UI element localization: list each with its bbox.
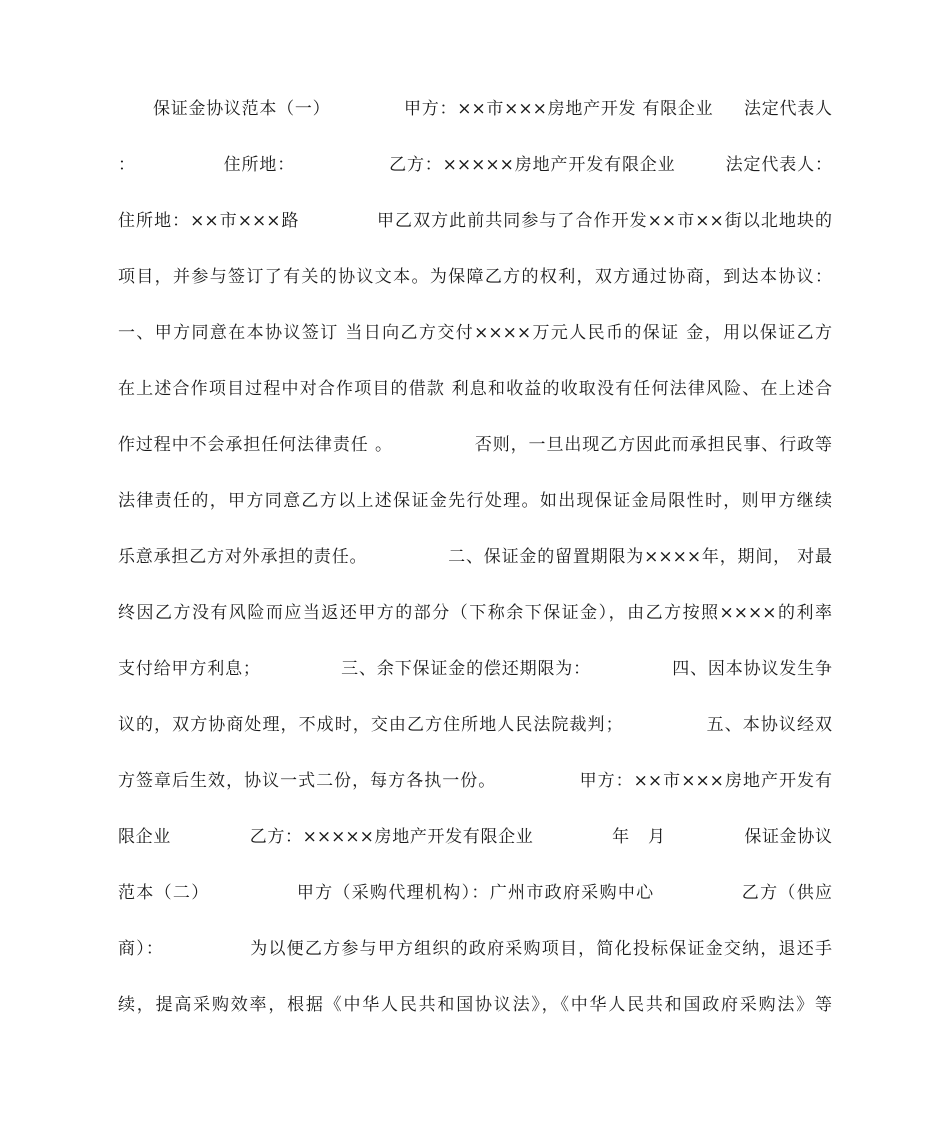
text-line: 终因乙方没有风险而应当返还甲方的部分（下称余下保证金），由乙方按照××××的利率: [118, 603, 832, 623]
text-line: 作过程中不会承担任何法律责任 。 否则，一旦出现乙方因此而承担民事、行政等: [118, 435, 832, 455]
text-line: 方签章后生效，协议一式二份，每方各执一份。 甲方：××市×××房地产开发有: [118, 771, 832, 791]
text-line: 范本（二） 甲方（采购代理机构）：广州市政府采购中心 乙方（供应: [118, 883, 832, 903]
text-line: 保证金协议范本（一） 甲方：××市×××房地产开发 有限企业 法定代表人: [153, 99, 832, 119]
text-line: 住所地：××市×××路 甲乙双方此前共同参与了合作开发××市××街以北地块的: [118, 211, 832, 231]
text-line: 限企业 乙方：×××××房地产开发有限企业 年 月 保证金协议: [118, 827, 832, 847]
text-line: 支付给甲方利息； 三、余下保证金的偿还期限为： 四、因本协议发生争: [118, 659, 832, 679]
text-line: ： 住所地： 乙方：×××××房地产开发有限企业 法定代表人：: [118, 155, 832, 175]
text-line: 项目，并参与签订了有关的协议文本。为保障乙方的权利，双方通过协商，到达本协议：: [118, 267, 832, 287]
text-line: 议的，双方协商处理，不成时，交由乙方住所地人民法院裁判； 五、本协议经双: [118, 715, 832, 735]
text-line: 续，提高采购效率，根据《中华人民共和国协议法》，《中华人民共和国政府采购法》等: [118, 995, 832, 1015]
text-line: 在上述合作项目过程中对合作项目的借款 利息和收益的收取没有任何法律风险、在上述合: [118, 379, 832, 399]
text-line: 一、甲方同意在本协议签订 当日向乙方交付××××万元人民币的保证 金，用以保证乙方: [118, 323, 832, 343]
text-line: 乐意承担乙方对外承担的责任。 二、保证金的留置期限为××××年，期间， 对最: [118, 547, 832, 567]
text-line: 法律责任的，甲方同意乙方以上述保证金先行处理。如出现保证金局限性时，则甲方继续: [118, 491, 832, 511]
text-line: 商）： 为以便乙方参与甲方组织的政府采购项目，简化投标保证金交纳，退还手: [118, 939, 832, 959]
